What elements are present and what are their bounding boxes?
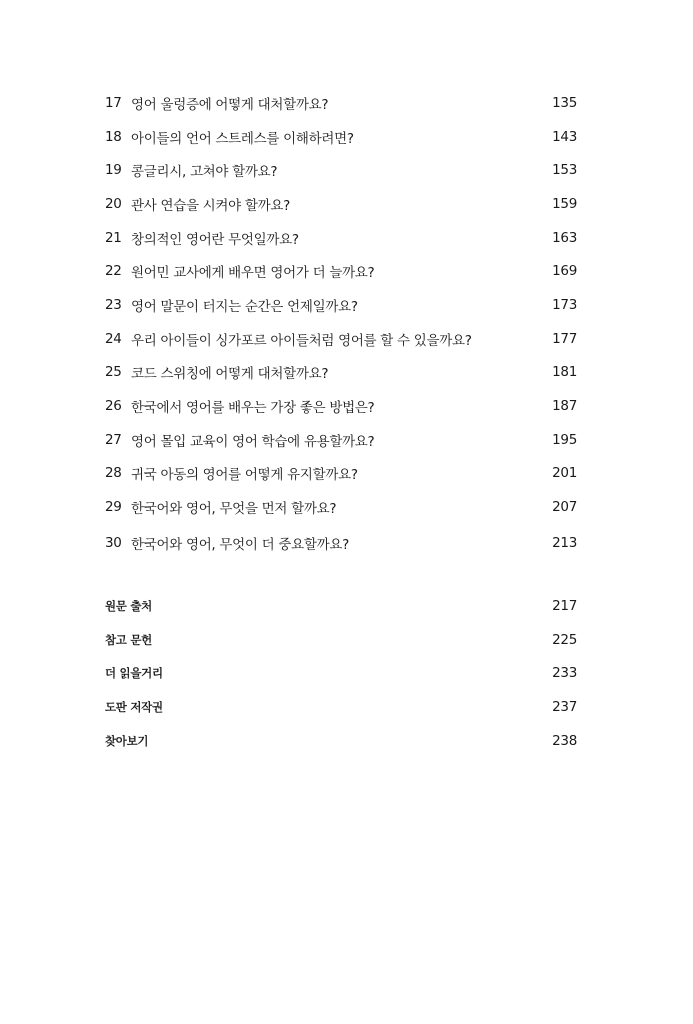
chapter-title: 아이들의 언어 스트레스를 이해하려면? (131, 131, 354, 147)
page-number: 153 (552, 162, 577, 178)
section-title: 찾아보기 (105, 734, 149, 748)
chapter-title: 코드 스위칭에 어떻게 대처할까요? (131, 366, 329, 382)
chapter-title: 한국어와 영어, 무엇을 먼저 할까요? (131, 501, 337, 517)
toc-entry[interactable] (105, 261, 577, 281)
toc-entry[interactable] (105, 430, 577, 450)
chapter-number: 22 (105, 263, 122, 279)
chapter-title: 우리 아이들이 싱가포르 아이들처럼 영어를 할 수 있을까요? (131, 333, 472, 349)
chapter-number: 28 (105, 465, 122, 481)
chapter-number: 20 (105, 196, 122, 212)
chapter-title: 영어 몰입 교육이 영어 학습에 유용할까요? (131, 434, 375, 450)
page-number: 237 (552, 699, 577, 715)
page-number: 187 (552, 398, 577, 414)
section-title: 더 읽을거리 (105, 666, 163, 680)
toc-entry[interactable] (105, 329, 577, 349)
back-matter-entry[interactable] (105, 596, 577, 616)
back-matter-entry[interactable] (105, 663, 577, 683)
chapter-title: 창의적인 영어란 무엇일까요? (131, 232, 299, 248)
page-number: 201 (552, 465, 577, 481)
page-number: 181 (552, 364, 577, 380)
toc-entry[interactable] (105, 497, 577, 517)
page-number: 207 (552, 499, 577, 515)
back-matter-entry[interactable] (105, 731, 577, 751)
chapter-number: 23 (105, 297, 122, 313)
page-number: 195 (552, 432, 577, 448)
page-number: 159 (552, 196, 577, 212)
chapter-number: 19 (105, 162, 122, 178)
toc-entry[interactable] (105, 228, 577, 248)
page-number: 233 (552, 665, 577, 681)
page-number: 173 (552, 297, 577, 313)
page-number: 238 (552, 733, 577, 749)
toc-entry[interactable] (105, 93, 577, 113)
page-number: 135 (552, 95, 577, 111)
page-number: 163 (552, 230, 577, 246)
page-number: 177 (552, 331, 577, 347)
chapter-number: 18 (105, 129, 122, 145)
back-matter-entry[interactable] (105, 630, 577, 650)
toc-entry[interactable] (105, 533, 577, 553)
chapter-number: 21 (105, 230, 122, 246)
section-title: 참고 문헌 (105, 633, 152, 647)
chapter-number: 24 (105, 331, 122, 347)
chapter-title: 영어 말문이 터지는 순간은 언제일까요? (131, 299, 358, 315)
section-title: 도판 저작권 (105, 700, 163, 714)
chapter-title: 영어 울렁증에 어떻게 대처할까요? (131, 97, 329, 113)
toc-entry[interactable] (105, 362, 577, 382)
chapter-number: 25 (105, 364, 122, 380)
chapter-title: 관사 연습을 시켜야 할까요? (131, 198, 290, 214)
chapter-number: 17 (105, 95, 122, 111)
chapter-title: 한국에서 영어를 배우는 가장 좋은 방법은? (131, 400, 375, 416)
page-number: 225 (552, 632, 577, 648)
chapter-title: 원어민 교사에게 배우면 영어가 더 늘까요? (131, 265, 375, 281)
toc-entry[interactable] (105, 463, 577, 483)
chapter-title: 한국어와 영어, 무엇이 더 중요할까요? (131, 537, 349, 553)
toc-entry[interactable] (105, 396, 577, 416)
page-number: 169 (552, 263, 577, 279)
chapter-number: 30 (105, 535, 122, 551)
chapter-title: 콩글리시, 고쳐야 할까요? (131, 164, 278, 180)
toc-entry[interactable] (105, 194, 577, 214)
chapter-number: 27 (105, 432, 122, 448)
page-number: 213 (552, 535, 577, 551)
chapter-number: 29 (105, 499, 122, 515)
section-title: 원문 출처 (105, 599, 152, 613)
chapter-title: 귀국 아동의 영어를 어떻게 유지할까요? (131, 467, 358, 483)
toc-entry[interactable] (105, 160, 577, 180)
toc-entry[interactable] (105, 127, 577, 147)
page-number: 217 (552, 598, 577, 614)
toc-entry[interactable] (105, 295, 577, 315)
back-matter-entry[interactable] (105, 697, 577, 717)
page-number: 143 (552, 129, 577, 145)
chapter-number: 26 (105, 398, 122, 414)
